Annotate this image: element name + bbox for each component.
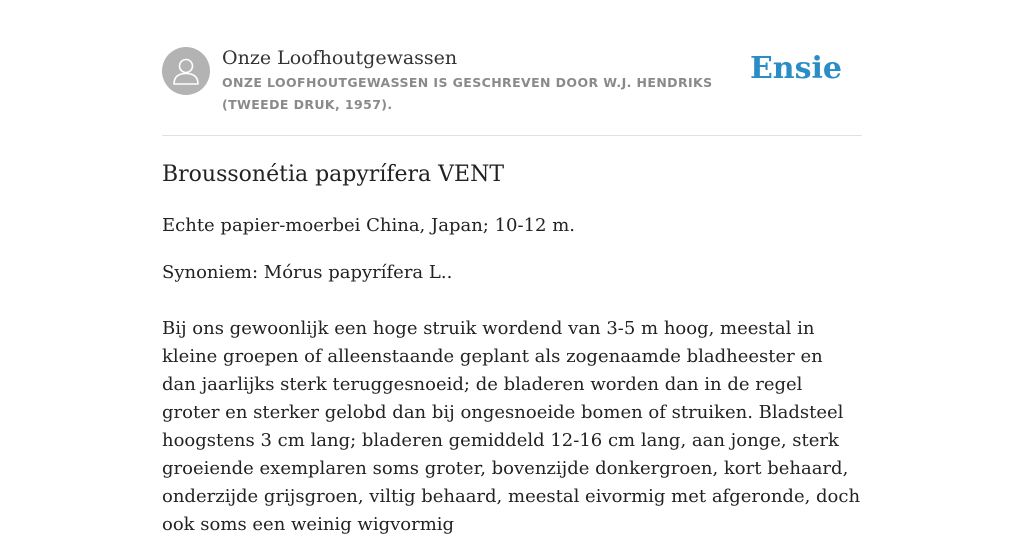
article-title: Broussonétia papyrífera VENT — [162, 162, 505, 187]
publication-header — [162, 45, 862, 135]
publication-title[interactable]: Onze Loofhoutgewassen — [222, 47, 458, 69]
header-divider — [162, 135, 862, 136]
article-paragraph: Echte papier-moerbei China, Japan; 10-12 m. — [162, 215, 575, 236]
publication-description: ONZE LOOFHOUTGEWASSEN IS GESCHREVEN DOOR W.J. HENDRIKS (TWEEDE DRUK, 1957). — [222, 75, 713, 112]
brand-logo[interactable]: Ensie — [749, 51, 842, 86]
user-silhouette-icon — [162, 47, 210, 95]
avatar[interactable] — [162, 47, 210, 95]
article-content — [162, 158, 862, 539]
article-paragraph: Bij ons gewoonlijk een hoge struik wordend van 3-5 m hoog, meestal in kleine groepen of alleenstaande geplant als zogenaamde bladheester en dan jaarlijks sterk teruggesnoeid; de bladeren worden dan in de regel groter en sterker gelobd dan bij ongesnoeide bomen of struiken. Bladsteel hoogstens 3 cm lang; bladeren gemiddeld 12-16 cm lang, aan jonge, sterk groeiende exemplaren soms groter, bovenzijde donkergroen, kort behaard, onderzijde grijsgroen, viltig behaard, meestal eivormig met afgeronde, doch ook soms een weinig wigvormig — [162, 318, 861, 535]
article-paragraph: Synoniem: Mórus papyrífera L.. — [162, 262, 453, 283]
